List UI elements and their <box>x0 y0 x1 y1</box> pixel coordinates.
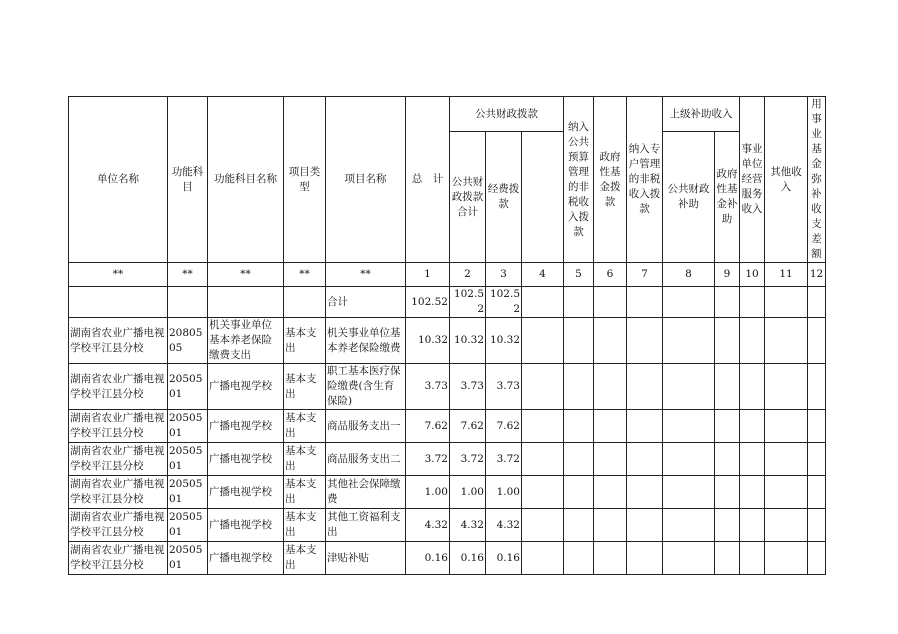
cell-code: 2050501 <box>168 542 208 575</box>
cell-code: 2050501 <box>168 410 208 443</box>
index-cell: 10 <box>740 263 765 287</box>
cell-total: 7.62 <box>406 410 450 443</box>
table-row <box>69 410 826 443</box>
index-cell: 1 <box>406 263 450 287</box>
header-public-fiscal: 公共财政拨款 <box>450 97 564 132</box>
cell-unit: 湖南省农业广播电视学校平江县分校 <box>69 410 168 443</box>
index-cell: 5 <box>564 263 594 287</box>
table-row <box>69 509 826 542</box>
index-cell: 4 <box>522 263 564 287</box>
cell-funding: 7.62 <box>486 410 522 443</box>
cell-func-name: 广播电视学校 <box>208 542 284 575</box>
index-cell: 3 <box>486 263 522 287</box>
cell-type: 基本支出 <box>284 318 326 364</box>
cell-type: 基本支出 <box>284 509 326 542</box>
cell-total: 10.32 <box>406 318 450 364</box>
cell-item: 职工基本医疗保险缴费(含生育保险) <box>326 364 406 410</box>
header-item-name: 项目名称 <box>326 97 406 263</box>
total-row <box>69 287 826 318</box>
header-other-income: 其他收入 <box>765 97 808 263</box>
cell-type: 基本支出 <box>284 476 326 509</box>
index-row <box>69 263 826 287</box>
index-cell: 8 <box>663 263 715 287</box>
table-row <box>69 476 826 509</box>
cell-code: 2050501 <box>168 509 208 542</box>
cell-total: 3.73 <box>406 364 450 410</box>
index-cell: 7 <box>627 263 663 287</box>
index-cell: 11 <box>765 263 808 287</box>
cell-func-name: 广播电视学校 <box>208 410 284 443</box>
header-fund-gap: 用事业基金弥补收支差额 <box>808 97 826 263</box>
header-funding-alloc: 经费拨款 <box>486 132 522 263</box>
header-func-name: 功能科目名称 <box>208 97 284 263</box>
total-amount: 102.52 <box>406 287 450 318</box>
table-row <box>69 318 826 364</box>
cell-type: 基本支出 <box>284 542 326 575</box>
cell-total: 3.72 <box>406 443 450 476</box>
cell-funding: 4.32 <box>486 509 522 542</box>
cell-item: 其他社会保障缴费 <box>326 476 406 509</box>
cell-func-name: 广播电视学校 <box>208 476 284 509</box>
index-cell: ** <box>284 263 326 287</box>
cell-func-name: 机关事业单位基本养老保险缴费支出 <box>208 318 284 364</box>
cell-item: 机关事业单位基本养老保险缴费 <box>326 318 406 364</box>
cell-funding: 10.32 <box>486 318 522 364</box>
header-superior-subsidy: 上级补助收入 <box>663 97 740 132</box>
cell-func-name: 广播电视学校 <box>208 364 284 410</box>
header-nontax-special: 纳入专户管理的非税收入拨款 <box>627 97 663 263</box>
cell-type: 基本支出 <box>284 410 326 443</box>
cell-subtotal: 7.62 <box>450 410 486 443</box>
index-cell: 12 <box>808 263 826 287</box>
header-gov-fund-subsidy: 政府性基金补助 <box>715 132 740 263</box>
total-funding: 102.52 <box>486 287 522 318</box>
index-cell: 6 <box>594 263 627 287</box>
table-row <box>69 542 826 575</box>
cell-type: 基本支出 <box>284 364 326 410</box>
index-cell: 2 <box>450 263 486 287</box>
cell-item: 商品服务支出二 <box>326 443 406 476</box>
header-func-code: 功能科目 <box>168 97 208 263</box>
index-cell: 9 <box>715 263 740 287</box>
cell-funding: 1.00 <box>486 476 522 509</box>
cell-funding: 3.72 <box>486 443 522 476</box>
cell-total: 1.00 <box>406 476 450 509</box>
cell-func-name: 广播电视学校 <box>208 509 284 542</box>
cell-type: 基本支出 <box>284 443 326 476</box>
index-cell: ** <box>168 263 208 287</box>
cell-subtotal: 4.32 <box>450 509 486 542</box>
cell-funding: 3.73 <box>486 364 522 410</box>
header-business-income: 事业单位经营服务收入 <box>740 97 765 263</box>
index-cell: ** <box>69 263 168 287</box>
header-unit-name: 单位名称 <box>69 97 168 263</box>
cell-subtotal: 0.16 <box>450 542 486 575</box>
cell-total: 0.16 <box>406 542 450 575</box>
cell-unit: 湖南省农业广播电视学校平江县分校 <box>69 542 168 575</box>
header-public-fiscal-subsidy: 公共财政补助 <box>663 132 715 263</box>
header-nontax-in-budget: 纳入公共预算管理的非税收入拨款 <box>564 97 594 263</box>
header-total: 总 计 <box>406 97 450 263</box>
cell-item: 商品服务支出一 <box>326 410 406 443</box>
cell-funding: 0.16 <box>486 542 522 575</box>
cell-code: 2050501 <box>168 476 208 509</box>
cell-func-name: 广播电视学校 <box>208 443 284 476</box>
table-row <box>69 364 826 410</box>
cell-item: 其他工资福利支出 <box>326 509 406 542</box>
total-label: 合计 <box>326 287 406 318</box>
cell-unit: 湖南省农业广播电视学校平江县分校 <box>69 509 168 542</box>
cell-code: 2050501 <box>168 443 208 476</box>
cell-total: 4.32 <box>406 509 450 542</box>
header-row-1 <box>69 97 826 132</box>
total-subtotal: 102.52 <box>450 287 486 318</box>
cell-subtotal: 3.73 <box>450 364 486 410</box>
cell-subtotal: 3.72 <box>450 443 486 476</box>
cell-item: 津贴补贴 <box>326 542 406 575</box>
header-nontax-in-budget-sub <box>522 132 564 263</box>
cell-subtotal: 10.32 <box>450 318 486 364</box>
header-gov-fund: 政府性基金拨款 <box>594 97 627 263</box>
cell-code: 2050501 <box>168 364 208 410</box>
header-public-fiscal-subtotal: 公共财政拨款合计 <box>450 132 486 263</box>
cell-subtotal: 1.00 <box>450 476 486 509</box>
cell-unit: 湖南省农业广播电视学校平江县分校 <box>69 443 168 476</box>
index-cell: ** <box>326 263 406 287</box>
table-row <box>69 443 826 476</box>
cell-code: 2080505 <box>168 318 208 364</box>
cell-unit: 湖南省农业广播电视学校平江县分校 <box>69 364 168 410</box>
index-cell: ** <box>208 263 284 287</box>
cell-unit: 湖南省农业广播电视学校平江县分校 <box>69 476 168 509</box>
cell-unit: 湖南省农业广播电视学校平江县分校 <box>69 318 168 364</box>
budget-table <box>68 96 826 575</box>
header-item-type: 项目类型 <box>284 97 326 263</box>
